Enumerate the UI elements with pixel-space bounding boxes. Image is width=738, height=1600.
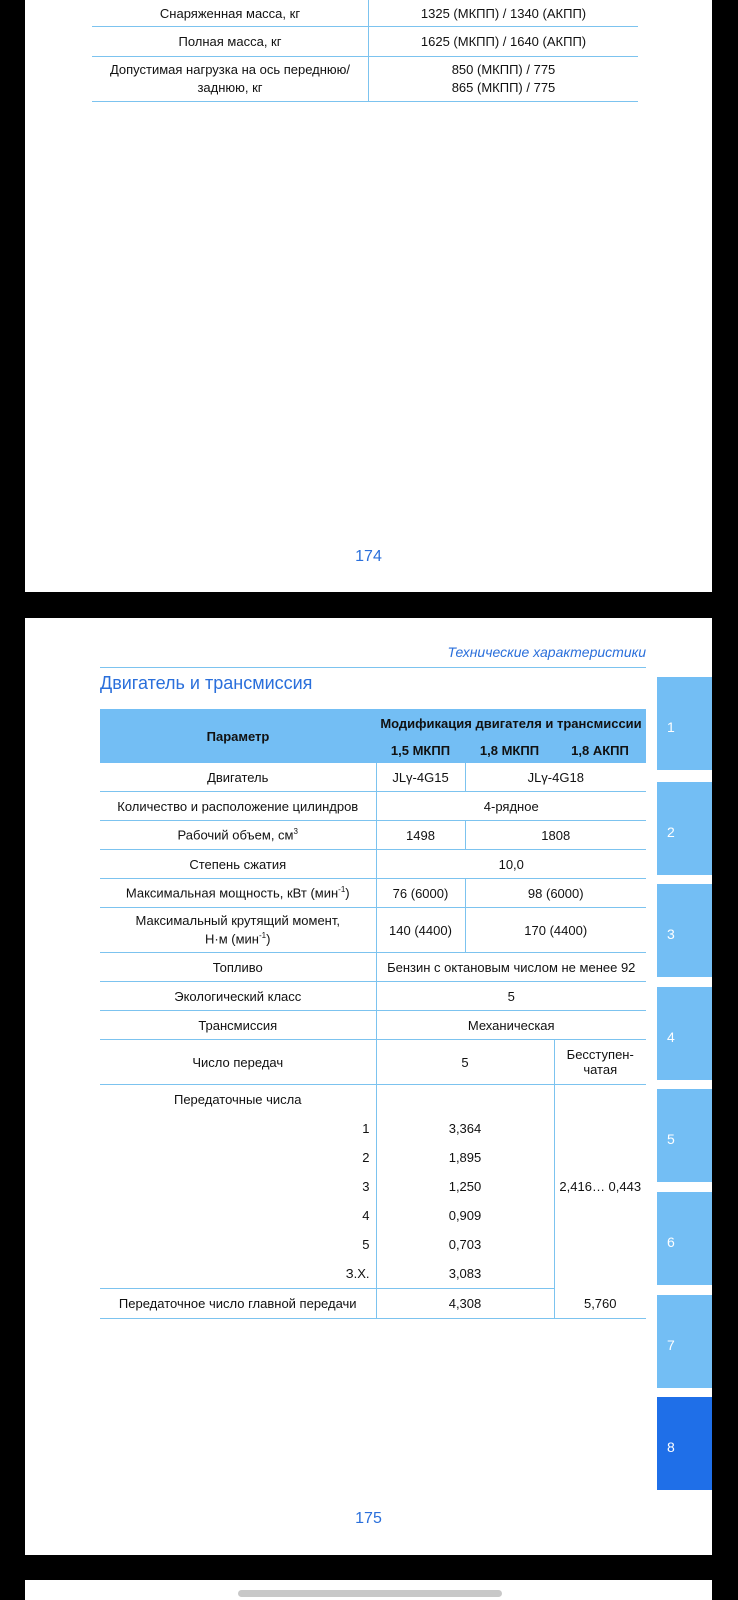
param-line: Максимальный крутящий момент, — [135, 913, 340, 929]
param-cell: Степень сжатия — [100, 850, 376, 879]
value-cell: 4-рядное — [376, 792, 646, 821]
value-cell — [376, 1085, 554, 1115]
param-cell: Количество и расположение цилиндров — [100, 792, 376, 821]
value-cell: 10,0 — [376, 850, 646, 879]
chapter-tab-6[interactable] — [657, 1192, 712, 1285]
table-row-cylinders — [100, 792, 646, 821]
gear-number: 1 — [362, 1121, 370, 1136]
value-cell — [554, 1040, 646, 1085]
table-row-engine — [100, 763, 646, 792]
value-cell: 76 (6000) — [376, 879, 465, 908]
param-text-tail: ) — [266, 931, 271, 947]
value-cell: 5,760 — [554, 1289, 646, 1319]
gear-ratio: 0,909 — [376, 1201, 554, 1230]
value-cell: 4,308 — [376, 1289, 554, 1319]
table-row — [92, 0, 638, 27]
value-cell: 5 — [376, 1040, 554, 1085]
table-row-compression — [100, 850, 646, 879]
header-col-18at: 1,8 АКПП — [554, 737, 646, 763]
header-col-15mt: 1,5 МКПП — [376, 737, 465, 763]
chapter-tab-8[interactable] — [657, 1397, 712, 1490]
value-line: Бесступен- — [566, 1047, 634, 1062]
tab-label: 4 — [667, 1029, 675, 1045]
chapter-tab-4[interactable] — [657, 987, 712, 1080]
table-row-eco — [100, 982, 646, 1011]
table-row-ratios-label — [100, 1085, 646, 1115]
page-175 — [25, 618, 712, 1555]
table-row-displacement — [100, 821, 646, 850]
chapter-tab-3[interactable] — [657, 884, 712, 977]
running-header: Технические характеристики — [447, 644, 646, 660]
value-cell: 140 (4400) — [376, 908, 465, 953]
param-line: заднюю, кг — [197, 80, 263, 95]
value-cell: 98 (6000) — [465, 879, 646, 908]
engine-spec-table — [100, 709, 646, 1319]
tab-label: 1 — [667, 719, 675, 735]
cvt-range-cell: 2,416… 0,443 — [554, 1085, 646, 1289]
header-param: Параметр — [100, 709, 376, 763]
chapter-tab-1[interactable] — [657, 677, 712, 770]
param-cell — [100, 879, 376, 908]
value-cell: Бензин с октановым числом не менее 92 — [376, 953, 646, 982]
page-number: 174 — [355, 548, 382, 565]
param-cell: Двигатель — [100, 763, 376, 792]
param-cell: Экологический класс — [100, 982, 376, 1011]
gear-ratio: 3,083 — [376, 1259, 554, 1289]
param-cell: Трансмиссия — [100, 1011, 376, 1040]
tab-label: 7 — [667, 1337, 675, 1353]
header-modification: Модификация двигателя и трансмиссии — [376, 709, 646, 737]
param-cell: Передаточное число главной передачи — [100, 1289, 376, 1319]
scroll-handle[interactable] — [238, 1590, 502, 1597]
value-cell: JLγ-4G18 — [465, 763, 646, 792]
table-row-fuel — [100, 953, 646, 982]
page-174 — [25, 0, 712, 592]
param-cell: Снаряженная масса, кг — [92, 0, 369, 27]
param-cell — [92, 57, 369, 102]
value-cell: 1808 — [465, 821, 646, 850]
value-line: 865 (МКПП) / 775 — [451, 80, 556, 95]
param-text-tail: ) — [345, 885, 350, 901]
gear-ratio: 3,364 — [376, 1114, 554, 1143]
gear-number: З.Х. — [100, 1259, 376, 1289]
value-cell: 5 — [376, 982, 646, 1011]
chapter-tab-2[interactable] — [657, 782, 712, 875]
chapter-tab-7[interactable] — [657, 1295, 712, 1388]
param-cell: Число передач — [100, 1040, 376, 1085]
tab-label: 6 — [667, 1234, 675, 1250]
value-cell: JLγ-4G15 — [376, 763, 465, 792]
param-cell: Топливо — [100, 953, 376, 982]
gear-ratio: 1,250 — [376, 1172, 554, 1201]
table-row-final-drive — [100, 1289, 646, 1319]
table-row-torque — [100, 908, 646, 953]
table-row-gears-count — [100, 1040, 646, 1085]
value-cell: 1325 (МКПП) / 1340 (АКПП) — [369, 0, 639, 27]
table-row-transmission — [100, 1011, 646, 1040]
header-col-18mt: 1,8 МКПП — [465, 737, 554, 763]
value-line: чатая — [583, 1062, 618, 1077]
param-text: Максимальная мощность, кВт (мин — [125, 885, 339, 901]
header-rule — [100, 667, 646, 668]
gear-number: 5 — [362, 1237, 370, 1252]
param-cell — [100, 821, 376, 850]
tab-label: 8 — [667, 1439, 675, 1455]
table-row — [92, 27, 638, 57]
value-cell: 170 (4400) — [465, 908, 646, 953]
value-line: 850 (МКПП) / 775 — [451, 62, 556, 77]
section-title: Двигатель и трансмиссия — [100, 673, 313, 693]
mass-table — [92, 0, 638, 102]
table-row-power — [100, 879, 646, 908]
table-header-row — [100, 709, 646, 737]
tab-label: 5 — [667, 1131, 675, 1147]
param-cell: Полная масса, кг — [92, 27, 369, 57]
superscript: -1 — [338, 885, 346, 895]
superscript: -1 — [259, 931, 267, 941]
gear-number: 3 — [362, 1179, 370, 1194]
param-text: Рабочий объем, см — [177, 827, 294, 843]
value-cell — [369, 57, 639, 102]
value-cell: 1498 — [376, 821, 465, 850]
table-row — [92, 57, 638, 102]
param-cell: Передаточные числа — [173, 1092, 302, 1107]
gear-number: 4 — [362, 1208, 370, 1223]
gear-number: 2 — [362, 1150, 370, 1165]
param-cell — [100, 908, 376, 953]
gear-ratio: 0,703 — [376, 1230, 554, 1259]
tab-label: 2 — [667, 824, 675, 840]
param-line: Н·м (мин — [205, 931, 259, 947]
param-line: Допустимая нагрузка на ось переднюю/ — [109, 62, 351, 77]
chapter-tab-5[interactable] — [657, 1089, 712, 1182]
value-cell: Механическая — [376, 1011, 646, 1040]
superscript: 3 — [293, 827, 298, 837]
page-number: 175 — [355, 1510, 382, 1527]
value-cell: 1625 (МКПП) / 1640 (АКПП) — [369, 27, 639, 57]
gear-ratio: 1,895 — [376, 1143, 554, 1172]
tab-label: 3 — [667, 926, 675, 942]
